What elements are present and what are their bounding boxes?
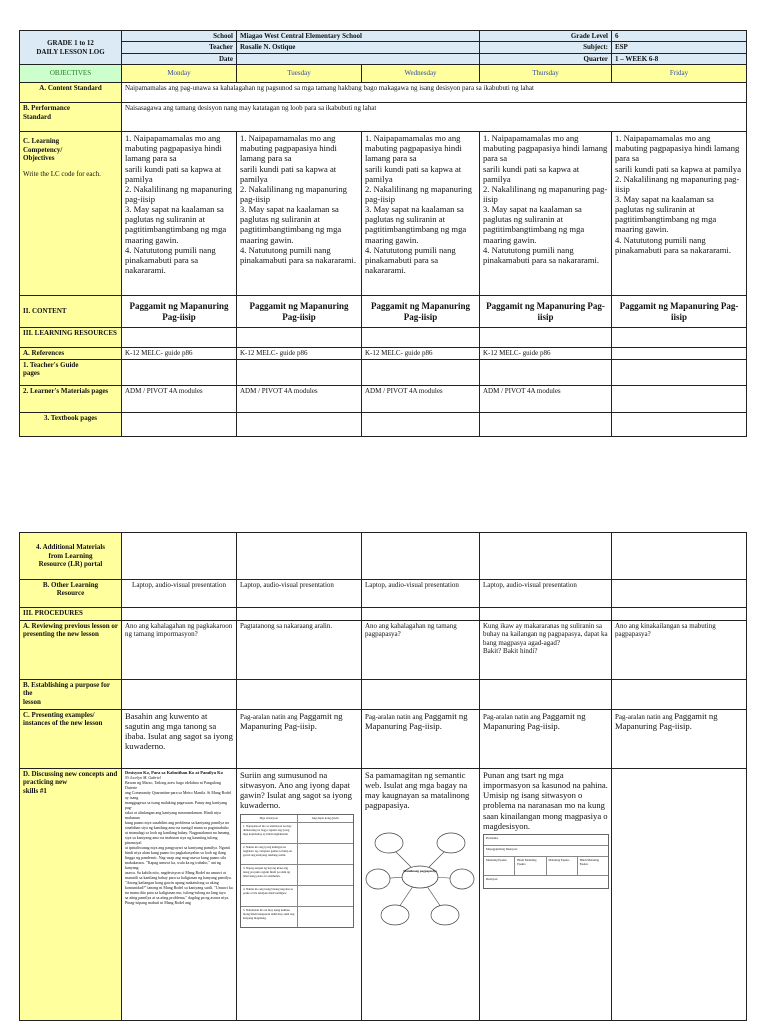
performance-standard-label: B. Performance Standard bbox=[20, 103, 122, 132]
day-monday: Monday bbox=[122, 65, 237, 83]
additional-materials-monday bbox=[122, 533, 237, 580]
chart-row bbox=[484, 845, 608, 856]
form-title-line2: DAILY LESSON LOG bbox=[36, 47, 105, 56]
learning-resources-wednesday bbox=[362, 328, 480, 348]
teacher-value: Rosalie N. Ostique bbox=[237, 42, 480, 53]
worksheet-row bbox=[241, 864, 353, 885]
competency-wednesday: 1. Naipapamamalas mo ang mabuting pagpapasiya hindi lamang para sa sarili kundi pati sa kapwa at pamilya 2. Nakalilinang ng mapanuring pag-iisip 3. May sapat na kaalaman sa paglutas ng suliranin at pagtitimbangtimbang ng mga maaring gawin. 4. Natututong pumili nang pinakamabuti para sa nakararami. bbox=[362, 132, 480, 296]
learners-materials-friday bbox=[612, 385, 747, 412]
worksheet-row bbox=[241, 822, 353, 843]
textbook-tuesday bbox=[237, 412, 362, 436]
day-friday: Friday bbox=[612, 65, 747, 83]
learning-resources-label: III. LEARNING RESOURCES bbox=[20, 328, 122, 348]
additional-materials-tuesday bbox=[237, 533, 362, 580]
chart-bad-effect: Hindi Mabuting Epekto bbox=[514, 857, 545, 875]
day-wednesday: Wednesday bbox=[362, 65, 480, 83]
web-node bbox=[431, 905, 459, 925]
worksheet-answer bbox=[297, 844, 354, 864]
content-standard-text: Naipamamalas ang pag-unawa sa kahalagahan ng pagsunod sa mga tamang hakbang bago makagawa ng isang desisyon para sa ikabubuti ng lahat bbox=[122, 83, 747, 103]
textbook-friday bbox=[612, 412, 747, 436]
additional-materials-friday bbox=[612, 533, 747, 580]
discussing-monday bbox=[122, 769, 237, 1021]
chart-problem: Problema: bbox=[486, 835, 499, 840]
references-tuesday: K-12 MELC- guide p86 bbox=[237, 348, 362, 359]
performance-standard-text: Naisasagawa ang tamang desisyon nang may katatagan ng loob para sa ikabubuti ng lahat bbox=[122, 103, 747, 132]
teachers-guide-label: 1. Teacher's Guide pages bbox=[20, 359, 122, 385]
form-title-line1: GRADE 1 to 12 bbox=[47, 39, 94, 48]
procedures-wednesday bbox=[362, 608, 480, 621]
purpose-monday bbox=[122, 680, 237, 710]
reviewing-monday: Ano ang kahalagahan ng pagkakaroon ng tamang impormasyon? bbox=[122, 621, 237, 680]
teachers-guide-tuesday bbox=[237, 359, 362, 385]
discussing-thursday bbox=[480, 769, 612, 1021]
competency-thursday: 1. Naipapamamalas mo ang mabuting pagpapasiya hindi lamang para sa sarili kundi pati sa kapwa at pamilya 2. Nakalilinang ng mapanuring pag-iisip 3. May sapat na kaalaman sa paglutas ng suliranin at pagtitimbangtimbang ng mga maaring gawin. 4. Natututong pumili nang pinakamabuti para sa nakararami. bbox=[480, 132, 612, 296]
presenting-thursday bbox=[480, 710, 612, 769]
form-title bbox=[20, 31, 122, 65]
other-resources-monday: Laptop, audio-visual presentation bbox=[122, 580, 237, 608]
reviewing-wednesday: Ano ang kahalagahan ng tamang pagpapasya? bbox=[362, 621, 480, 680]
content-label: II. CONTENT bbox=[20, 296, 122, 328]
learners-materials-wednesday: ADM / PIVOT 4A modules bbox=[362, 385, 480, 412]
procedures-tuesday bbox=[237, 608, 362, 621]
competency-friday: 1. Naipapamamalas mo ang mabuting pagpapasiya hindi lamang para sa sarili kundi pati sa kapwa at pamilya 2. Nakalilinang ng mapanuring pag-iisip 3. May sapat na kaalaman sa paglutas ng suliranin at pagtitimbangtimbang ng mga maaring gawin. 4. Natututong pumili nang pinakamabuti para sa nakararami. bbox=[612, 132, 747, 296]
grade-label: Grade Level bbox=[480, 31, 612, 42]
worksheet-row bbox=[241, 843, 353, 864]
quarter-value: 1 – WEEK 6-8 bbox=[612, 53, 747, 64]
web-node bbox=[366, 869, 390, 889]
discussing-wednesday bbox=[362, 769, 480, 1021]
competency-label: C. Learning Competency/ Objectives bbox=[23, 137, 63, 162]
worksheet-header-situations: Mga sitwasyon bbox=[259, 815, 278, 820]
semantic-web-instructions: Sa pamamagitan ng semantic web. Isulat ang mga bagay na may kaugnayan sa matalinong pagpapasiya. bbox=[365, 770, 470, 811]
presenting-label: C. Presenting examples/ instances of the new lesson bbox=[20, 710, 122, 769]
presenting-wednesday-pre: Pag-aralan natin ang bbox=[365, 713, 425, 721]
textbook-thursday bbox=[480, 412, 612, 436]
discussing-label: D. Discussing new concepts and practicing new skills #1 bbox=[20, 769, 122, 1021]
teachers-guide-thursday bbox=[480, 359, 612, 385]
chart-bad-effect: Hindi Mabuting Epekto bbox=[577, 857, 608, 875]
references-wednesday: K-12 MELC- guide p86 bbox=[362, 348, 480, 359]
worksheet-row bbox=[241, 885, 353, 906]
purpose-thursday bbox=[480, 680, 612, 710]
reviewing-friday: Ano ang kinakailangan sa mabuting pagpapasya? bbox=[612, 621, 747, 680]
situation-worksheet bbox=[240, 814, 354, 929]
web-node bbox=[437, 833, 465, 853]
content-monday: Paggamit ng Mapanuring Pag-iisip bbox=[122, 296, 237, 328]
day-thursday: Thursday bbox=[480, 65, 612, 83]
other-resources-thursday: Laptop, audio-visual presentation bbox=[480, 580, 612, 608]
competency-tuesday: 1. Naipapamamalas mo ang mabuting pagpapasiya hindi lamang para sa sarili kundi pati sa kapwa at pamilya 2. Nakalilinang ng mapanuring pag-iisip 3. May sapat na kaalaman sa paglutas ng suliranin at pagtitimbangtimbang ng mga maaring gawin. 4. Natututong pumili nang pinakamabuti para sa nakararami. bbox=[237, 132, 362, 296]
content-thursday: Paggamit ng Mapanuring Pag-iisip bbox=[480, 296, 612, 328]
procedures-monday bbox=[122, 608, 237, 621]
worksheet-situation: 4. Nakita mo ang isang batang nag-iisa sa parke at tila umiiyak dahil naliligaw. bbox=[243, 887, 293, 896]
reviewing-thursday: Kung ikaw ay makararanas ng suliranin sa buhay na kailangan ng pagpapasya, dapat ka bang magpasya agad-agad? Bakit? Bakit hindi? bbox=[480, 621, 612, 680]
teacher-label: Teacher bbox=[122, 42, 237, 53]
presenting-monday: Basahin ang kuwento at sagutin ang mga tanong sa ibaba. Isulat ang sagot sa iyong kuwaderno. bbox=[122, 710, 237, 769]
chart-good-effect: Mabuting Epekto bbox=[486, 857, 507, 862]
presenting-thursday-pre: Pag-aralan natin ang bbox=[483, 713, 543, 721]
purpose-label: B. Establishing a purpose for the lesson bbox=[20, 680, 122, 710]
worksheet-header-row bbox=[241, 815, 353, 823]
worksheet-row bbox=[241, 906, 353, 927]
additional-materials-thursday bbox=[480, 533, 612, 580]
presenting-friday-pre: Pag-aralan natin ang bbox=[615, 713, 675, 721]
presenting-friday-topic: Paggamit ng Mapanuring Pag-iisip. bbox=[615, 711, 718, 732]
discussing-friday bbox=[612, 769, 747, 1021]
semantic-web-diagram bbox=[365, 821, 475, 931]
teachers-guide-wednesday bbox=[362, 359, 480, 385]
other-resources-tuesday: Laptop, audio-visual presentation bbox=[237, 580, 362, 608]
learners-materials-label: 2. Learner's Materials pages bbox=[20, 385, 122, 412]
story-body: Bawan ng Marso, Tatlong araw bago idekdara ni Pangulong Duterte ang Community Quarantine para sa Metro Manila. Si Mang Rodel ay isang manggagawa sa isang malaking pagawaan. Panay ang kaniyang pag- takot at alinlangan ang kaniyang nararamdaman. Hindi niya malaman kung paano niya sasabihin ang problema sa kaniyang pamilya na sinabihan siya ng kanilang amo na tumigil muna sa pagtatrabaho at mamalagi sa loob ng kanilang bahay. Nagpasalamat na lamang siya sa kaniyang amo na inabutan siya ng kaunting tulong pinansiyal at ipinaliwanag niya ang pangyayari sa kaniyang pamilya. Ngunit hindi niya alam kung paano ito pagkakasyahin sa loob ng ilang linggo ng pandemic. Nag-usap ang mag-asawa kung paano sila makakaraos. "Kapag umuwi ka, wala ka ng trabaho," ani ng kanyang asawa. Sa kabila nito, nagdesisyon si Mang Rodel na umuwi at manatili sa kanilang bahay para sa kaligtasan ng kanyang pamilya. "Anong kailangan kong gawin upang makatulong sa aking komunidad?" tanong ni Mang Rodel sa kaniyang sarili. "Umuwi ka na muna dito para sa kaligtasan mo, tulong-tulong na lang tayo sa ating pamilya at sa ating problema," dagdag pa ng asawa niya. Pinag-isipang mabuti ni Mang Rodel ang bbox=[125, 780, 233, 906]
learning-resources-thursday bbox=[480, 328, 612, 348]
worksheet-answer bbox=[297, 886, 354, 906]
presenting-wednesday-topic: Paggamit ng Mapanuring Pag-iisip. bbox=[365, 711, 468, 732]
competency-monday: 1. Naipapamamalas mo ang mabuting pagpapasiya hindi lamang para sa sarili kundi pati sa kapwa at pamilya 2. Nakalilinang ng mapanuring pag-iisip 3. May sapat na kaalaman sa paglutas ng suliranin at pagtitimbangtimbang ng mga maaring gawin. 4. Natututong pumili nang pinakamabuti para sa nakararami. bbox=[122, 132, 237, 296]
school-value: Miagao West Central Elementary School bbox=[237, 31, 480, 42]
chart-instructions: Punan ang tsart ng mga impormasyon sa kasunod na pahina. Umisip ng isang sitwasyon o problema na naranasan mo na kung saan kinailangan mong magpasiya o magdesisyon. bbox=[483, 770, 608, 831]
procedures-label: III. PROCEDURES bbox=[20, 608, 122, 621]
web-center-label: Matalinong pagpapasiya bbox=[403, 869, 437, 873]
procedures-thursday bbox=[480, 608, 612, 621]
web-node bbox=[450, 869, 474, 889]
purpose-friday bbox=[612, 680, 747, 710]
competency-note: Write the LC code for each. bbox=[23, 170, 101, 179]
presenting-tuesday-topic: Paggamit ng Mapanuring Pag-iisip. bbox=[240, 711, 343, 732]
content-friday: Paggamit ng Mapanuring Pag-iisip bbox=[612, 296, 747, 328]
content-standard-label: A. Content Standard bbox=[20, 83, 122, 103]
school-label: School bbox=[122, 31, 237, 42]
day-tuesday: Tuesday bbox=[237, 65, 362, 83]
story-author: Ni Jocelyn M. Gabriel bbox=[125, 775, 161, 781]
references-thursday: K-12 MELC- guide p86 bbox=[480, 348, 612, 359]
worksheet-answer bbox=[297, 865, 354, 885]
learners-materials-monday: ADM / PIVOT 4A modules bbox=[122, 385, 237, 412]
learning-resources-friday bbox=[612, 328, 747, 348]
purpose-wednesday bbox=[362, 680, 480, 710]
presenting-tuesday-pre: Pag-aralan natin ang bbox=[240, 713, 300, 721]
additional-materials-label: 4. Additional Materials from Learning Resource (LR) portal bbox=[20, 533, 122, 580]
story-title: Desisyon Ko, Para sa Kabutihan Ko at Pamilya Ko bbox=[125, 770, 223, 775]
subject-label: Subject: bbox=[480, 42, 612, 53]
subject-value: ESP bbox=[612, 42, 747, 53]
other-resources-label: B. Other Learning Resource bbox=[20, 580, 122, 608]
reviewing-label: A. Reviewing previous lesson or presenting the new lesson bbox=[20, 621, 122, 680]
worksheet-situation: 2. Nakita mo ang iyong kaibigan na naglalaro ng computer games sa halip na gawin ang kaniyang takdang-aralin. bbox=[243, 845, 292, 858]
reviewing-tuesday: Pagtatanong sa nakaraang aralin. bbox=[237, 621, 362, 680]
learning-resources-monday bbox=[122, 328, 237, 348]
additional-materials-wednesday bbox=[362, 533, 480, 580]
chart-row bbox=[484, 875, 608, 888]
quarter-label: Quarter bbox=[480, 53, 612, 64]
worksheet-situation: 1. Napapanood mo sa telebisyon na may dumarating na bagyo ngunit ang iyong mga kapitbahay ay hindi naghahanda. bbox=[243, 824, 292, 837]
web-node bbox=[375, 833, 403, 853]
textbook-monday bbox=[122, 412, 237, 436]
learners-materials-thursday: ADM / PIVOT 4A modules bbox=[480, 385, 612, 412]
other-resources-friday bbox=[612, 580, 747, 608]
chart-row bbox=[484, 835, 608, 845]
presenting-tuesday bbox=[237, 710, 362, 769]
web-node bbox=[381, 905, 409, 925]
references-monday: K-12 MELC- guide p86 bbox=[122, 348, 237, 359]
lesson-log-table-bottom bbox=[19, 532, 747, 1021]
grade-value: 6 bbox=[612, 31, 747, 42]
presenting-wednesday bbox=[362, 710, 480, 769]
teachers-guide-monday bbox=[122, 359, 237, 385]
presenting-thursday-topic: Paggamit ng Mapanuring Pag-iisip. bbox=[483, 711, 586, 732]
chart-row bbox=[484, 856, 608, 875]
worksheet-situation: 5. Nabalitaan mo na may isang kaklase mong hindi nakapasok dahil may sakit ang kanyang magulang. bbox=[243, 908, 295, 921]
discussing-tuesday bbox=[237, 769, 362, 1021]
content-tuesday: Paggamit ng Mapanuring Pag-iisip bbox=[237, 296, 362, 328]
date-value bbox=[237, 53, 480, 64]
competency-label-cell bbox=[20, 132, 122, 296]
chart-decision: Desisyon: bbox=[486, 876, 498, 881]
lesson-log-table-top bbox=[19, 30, 747, 437]
purpose-tuesday bbox=[237, 680, 362, 710]
worksheet-answer bbox=[297, 823, 354, 843]
worksheet-header-action: Ang dapat kong gawin bbox=[297, 815, 354, 823]
references-friday bbox=[612, 348, 747, 359]
content-wednesday: Paggamit ng Mapanuring Pag-iisip bbox=[362, 296, 480, 328]
other-resources-wednesday: Laptop, audio-visual presentation bbox=[362, 580, 480, 608]
procedures-friday bbox=[612, 608, 747, 621]
textbook-label: 3. Textbook pages bbox=[20, 412, 122, 436]
learners-materials-tuesday: ADM / PIVOT 4A modules bbox=[237, 385, 362, 412]
worksheet-situation: 3. Napag-usapan ng inyong klase ang isang proyekto ngunit hindi pa alam ng lahat kung paano ito sisimulan. bbox=[243, 866, 290, 879]
date-label: Date bbox=[122, 53, 237, 64]
decision-chart bbox=[483, 834, 609, 889]
chart-options: Mapagpipiliang Desisyon: bbox=[486, 846, 518, 851]
teachers-guide-friday bbox=[612, 359, 747, 385]
worksheet-answer bbox=[297, 907, 354, 927]
objectives-heading: OBJECTIVES bbox=[20, 65, 122, 83]
situation-instructions: Suriin ang sumusunod na sitwasyon. Ano ang iyong dapat gawin? Isulat ang sagot sa iyong kuwaderno. bbox=[240, 770, 352, 811]
presenting-friday bbox=[612, 710, 747, 769]
learning-resources-tuesday bbox=[237, 328, 362, 348]
textbook-wednesday bbox=[362, 412, 480, 436]
references-label: A. References bbox=[20, 348, 122, 359]
chart-good-effect: Mabuting Epekto bbox=[546, 857, 577, 875]
